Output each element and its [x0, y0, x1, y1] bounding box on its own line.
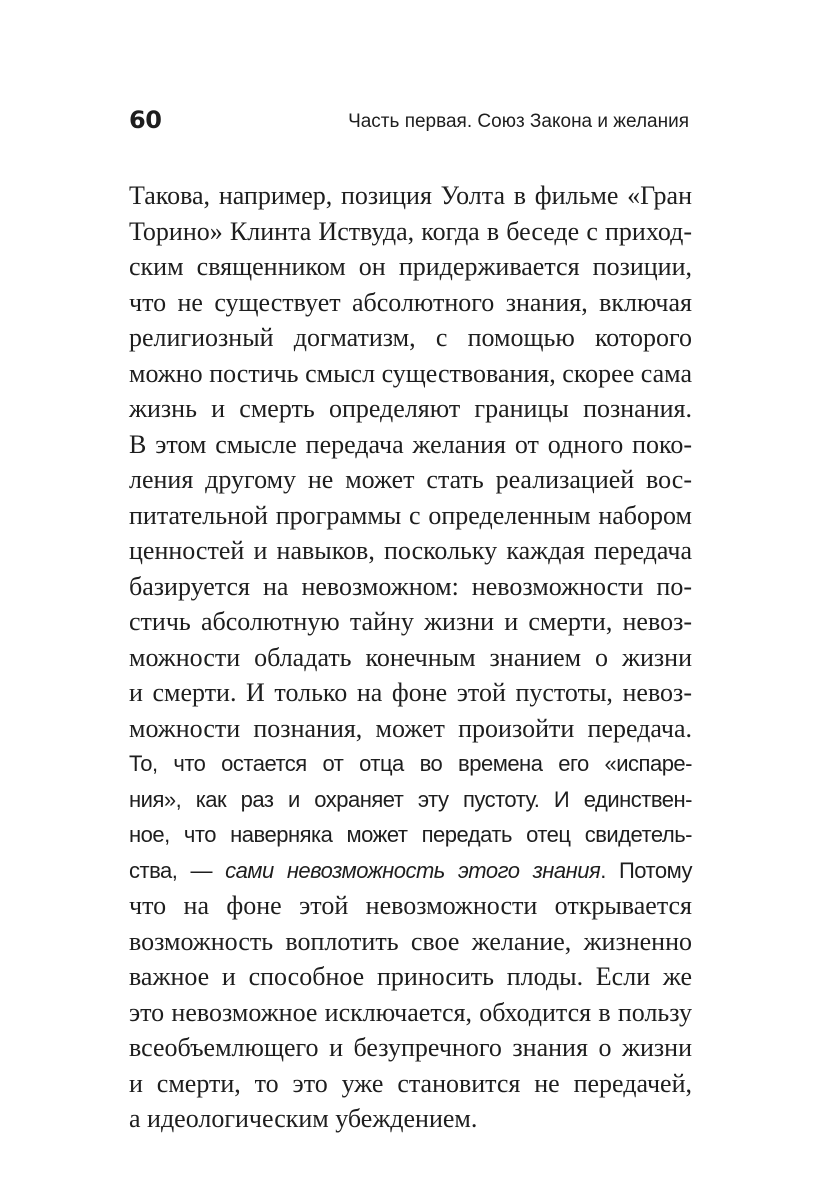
text-line: и смерти. И только на фоне этой пустоты, невоз-	[129, 678, 692, 707]
text-line: это невозможное исключается, обходится в пользу	[129, 997, 692, 1027]
text-line: питательной программы с определенным набором	[129, 500, 692, 530]
text-line: можно постичь смысл существования, скорее сама	[129, 358, 692, 388]
text-segment: . Потому	[600, 857, 692, 883]
text-line: стичь абсолютную тайну жизни и смерти, невоз-	[129, 607, 692, 636]
text-line: То, что остается от отца во времена его «испаре-	[129, 751, 692, 776]
text-line: ния», как раз и охраняет эту пустоту. И единствен-	[129, 786, 692, 812]
text-line: жизнь и смерть определяют границы познания.	[129, 394, 692, 423]
text-line: Торино» Клинта Иствуда, когда в беседе с приход-	[129, 216, 692, 246]
text-line-mixed	[129, 853, 692, 889]
text-line: а идеологическим убеждением.	[129, 1104, 478, 1133]
text-line: базируется на невозможном: невозможности по-	[129, 571, 692, 601]
text-line: ления другому не может стать реализацией вос-	[129, 465, 692, 494]
text-line: важное и способное приносить плоды. Если же	[129, 962, 692, 991]
text-segment: ства, —	[129, 857, 226, 883]
text-line: что на фоне этой невозможности открывается	[129, 891, 692, 920]
text-line: возможность воплотить свое желание, жизненно	[129, 926, 692, 956]
page-header	[129, 103, 689, 137]
text-line: ским священником он придерживается позиции,	[129, 252, 692, 281]
text-line: ценностей и навыков, поскольку каждая передача	[129, 536, 692, 565]
text-line: В этом смысле передача желания от одного поко-	[129, 429, 692, 459]
running-head: Часть первая. Союз Закона и желания	[348, 111, 689, 132]
text-line: и смерти, то это уже становится не передачей,	[129, 1068, 692, 1098]
text-line: что не существует абсолютного знания, включая	[129, 287, 692, 317]
italic-emphasis: сами невозможность этого знания	[225, 857, 601, 883]
text-line: религиозный догматизм, с помощью которого	[129, 323, 692, 352]
text-line: можности обладать конечным знанием о жизни	[129, 642, 692, 672]
body-text	[129, 178, 692, 1137]
text-line: ное, что наверняка может передать отец свидетель-	[129, 822, 692, 847]
text-line: можности познания, может произойти передача.	[129, 713, 692, 743]
page-number: 60	[129, 106, 162, 134]
text-line: всеобъемлющего и безупречного знания о жизни	[129, 1033, 692, 1062]
text-line: Такова, например, позиция Уолта в фильме «Гран	[129, 181, 692, 210]
